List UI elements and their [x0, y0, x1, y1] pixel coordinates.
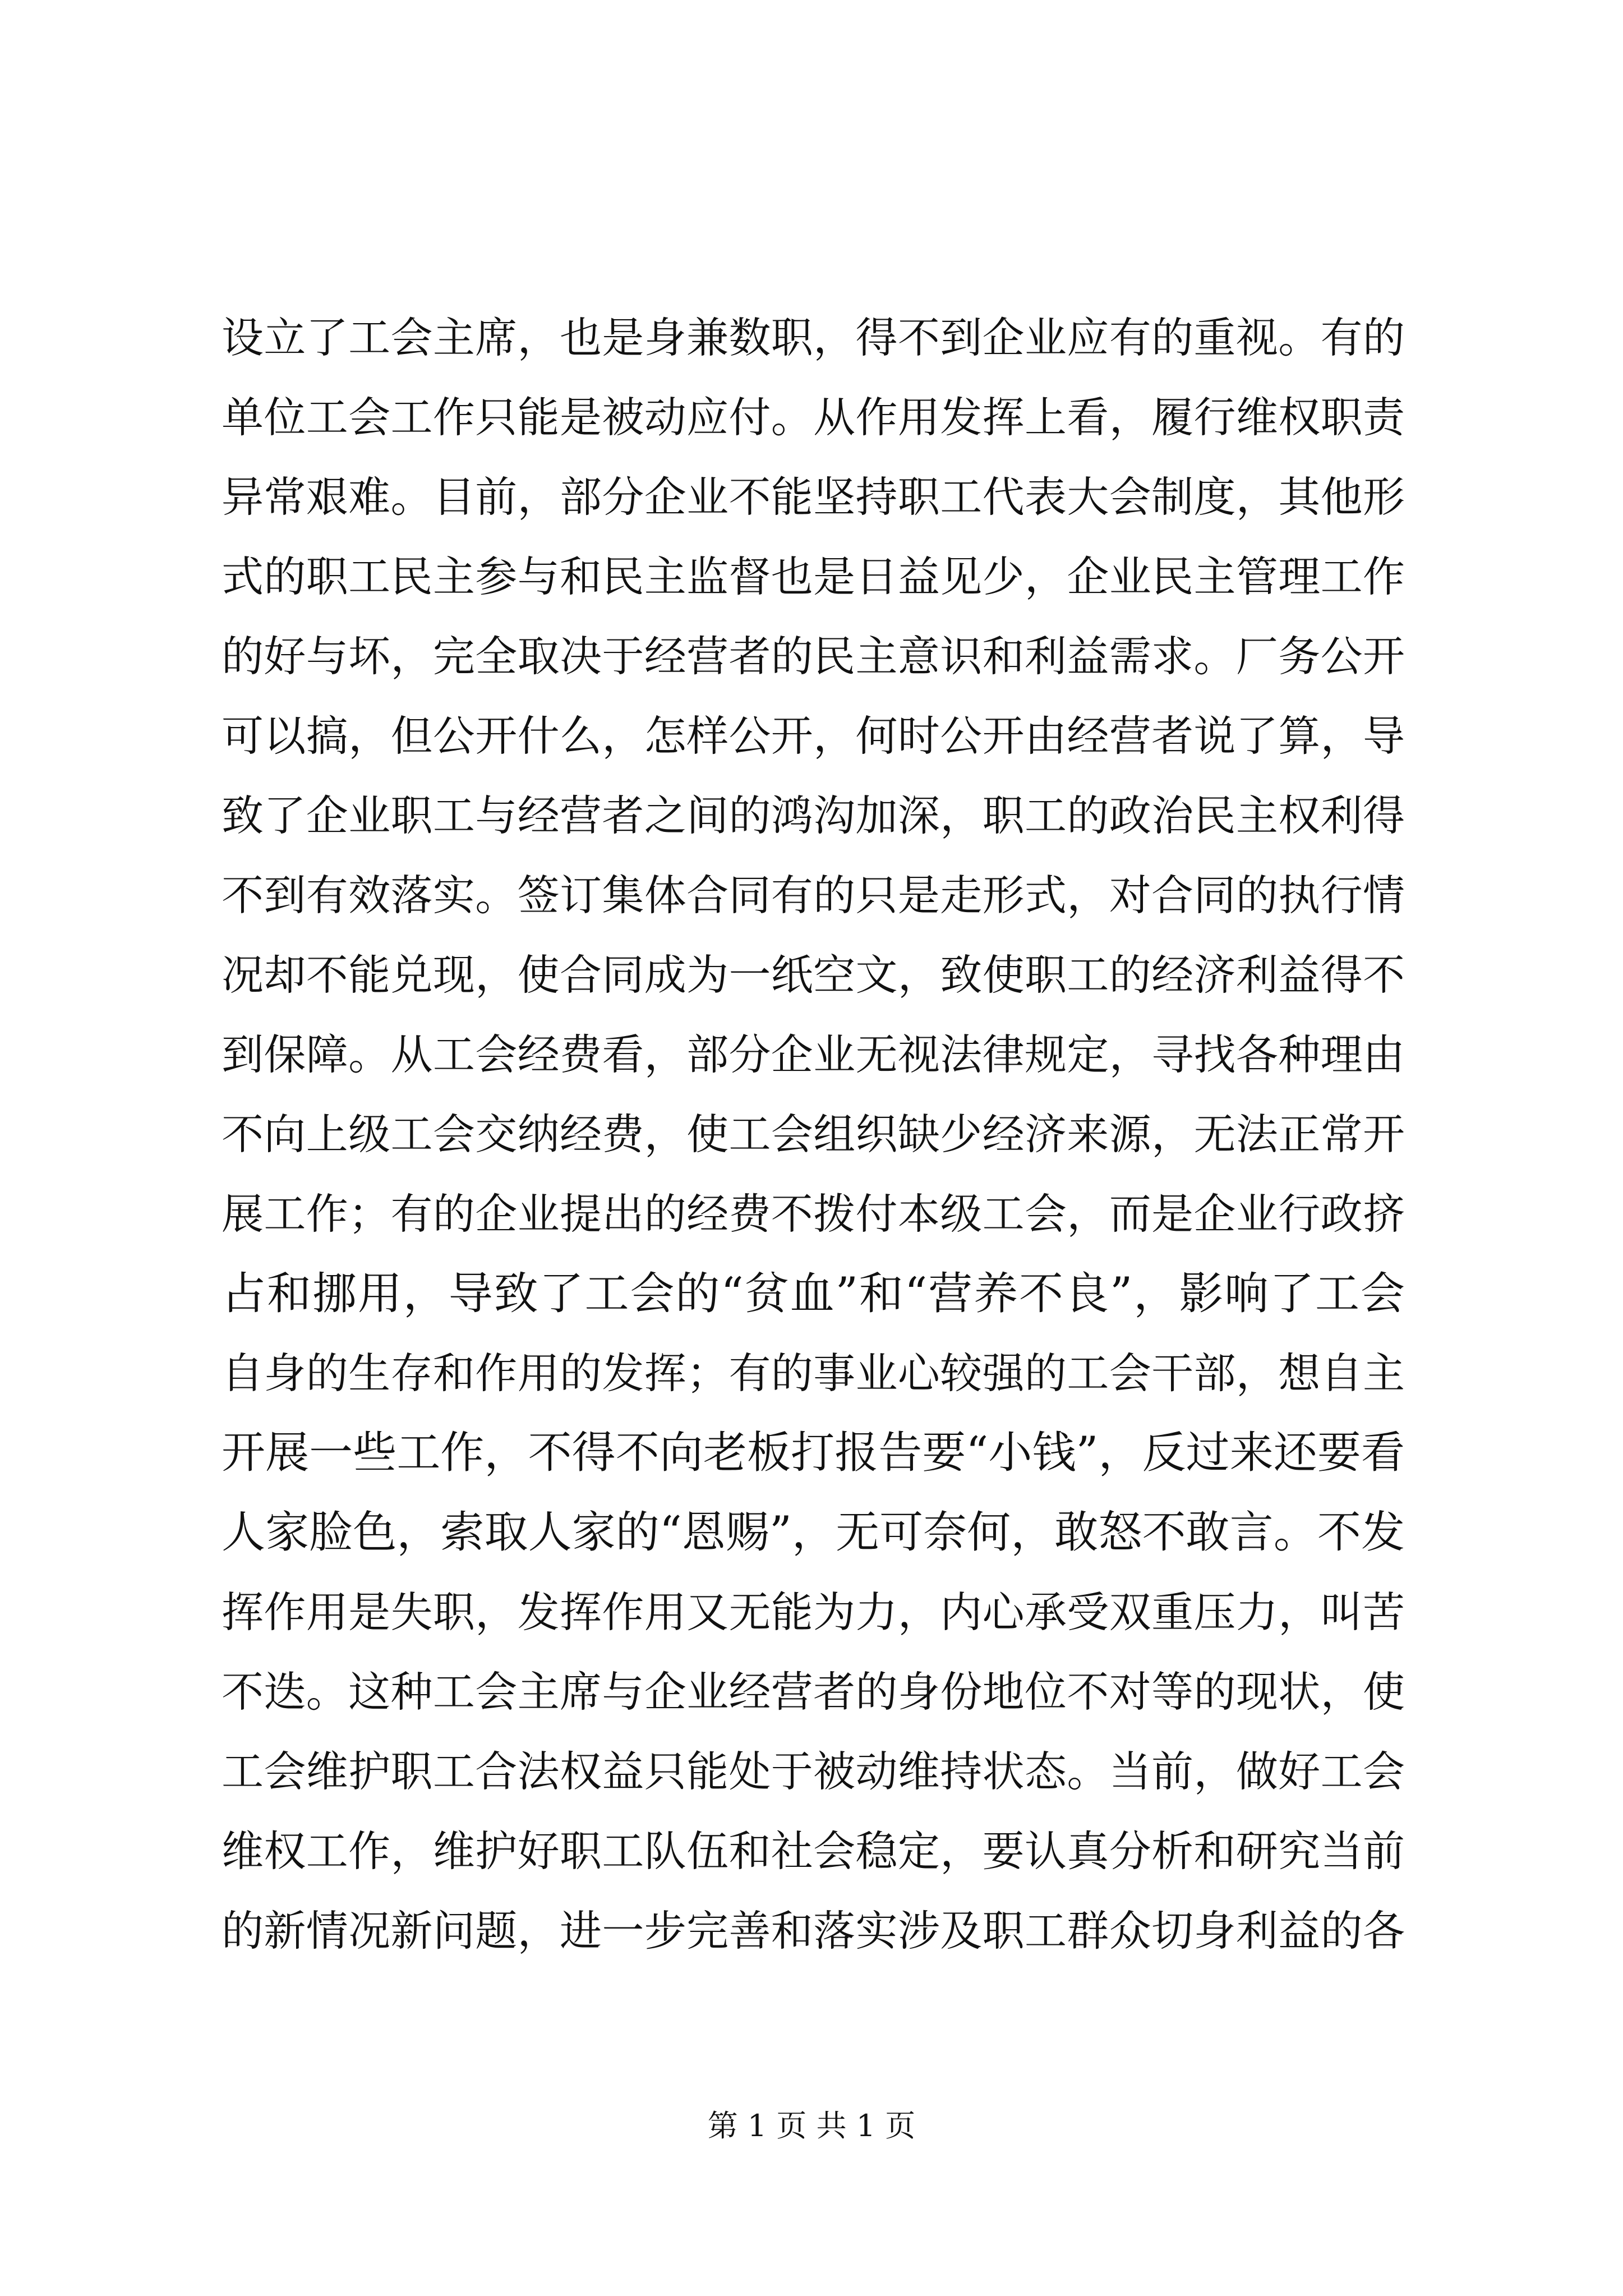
- text-line: 况却不能兑现，使合同成为一纸空文，致使职工的经济利益得不: [222, 950, 1405, 1000]
- text-line: 的新情况新问题，进一步完善和落实涉及职工群众切身利益的各: [222, 1906, 1405, 1955]
- body-text: [222, 298, 1405, 1971]
- text-line: 自身的生存和作用的发挥；有的事业心较强的工会干部，想自主: [222, 1349, 1405, 1398]
- text-line: 工会维护职工合法权益只能处于被动维持状态。当前，做好工会: [222, 1747, 1405, 1796]
- text-line: 单位工会工作只能是被动应付。从作用发挥上看，履行维权职责: [222, 393, 1405, 442]
- text-line: 异常艰难。目前，部分企业不能坚持职工代表大会制度，其他形: [222, 472, 1405, 522]
- text-line: 式的职工民主参与和民主监督也是日益见少，企业民主管理工作: [222, 552, 1405, 601]
- page-footer: 第 1 页 共 1 页: [707, 2108, 916, 2143]
- text-line: 不到有效落实。签订集体合同有的只是走形式，对合同的执行情: [222, 871, 1405, 920]
- text-line: 致了企业职工与经营者之间的鸿沟加深，职工的政治民主权利得: [222, 791, 1405, 840]
- text-line: 设立了工会主席，也是身兼数职，得不到企业应有的重视。有的: [222, 313, 1405, 362]
- text-line: 展工作；有的企业提出的经费不拨付本级工会，而是企业行政挤: [222, 1189, 1405, 1239]
- text-line: 占和挪用，导致了工会的“贫血”和“营养不良”，影响了工会: [222, 1268, 1405, 1319]
- text-line: 的好与坏，完全取决于经营者的民主意识和利益需求。厂务公开: [222, 632, 1405, 681]
- text-line: 人家脸色，索取人家的“恩赐”，无可奈何，敢怒不敢言。不发: [222, 1507, 1405, 1558]
- text-line: 维权工作，维护好职工队伍和社会稳定，要认真分析和研究当前: [222, 1826, 1405, 1876]
- text-line: 不迭。这种工会主席与企业经营者的身份地位不对等的现状，使: [222, 1667, 1405, 1717]
- text-line: 开展一些工作，不得不向老板打报告要“小钱”，反过来还要看: [222, 1428, 1405, 1478]
- text-line: 可以搞，但公开什么，怎样公开，何时公开由经营者说了算，导: [222, 711, 1405, 761]
- text-line: 不向上级工会交纳经费，使工会组织缺少经济来源，无法正常开: [222, 1110, 1405, 1159]
- text-line: 到保障。从工会经费看，部分企业无视法律规定，寻找各种理由: [222, 1030, 1405, 1079]
- text-line: 挥作用是失职，发挥作用又无能为力，内心承受双重压力，叫苦: [222, 1588, 1405, 1637]
